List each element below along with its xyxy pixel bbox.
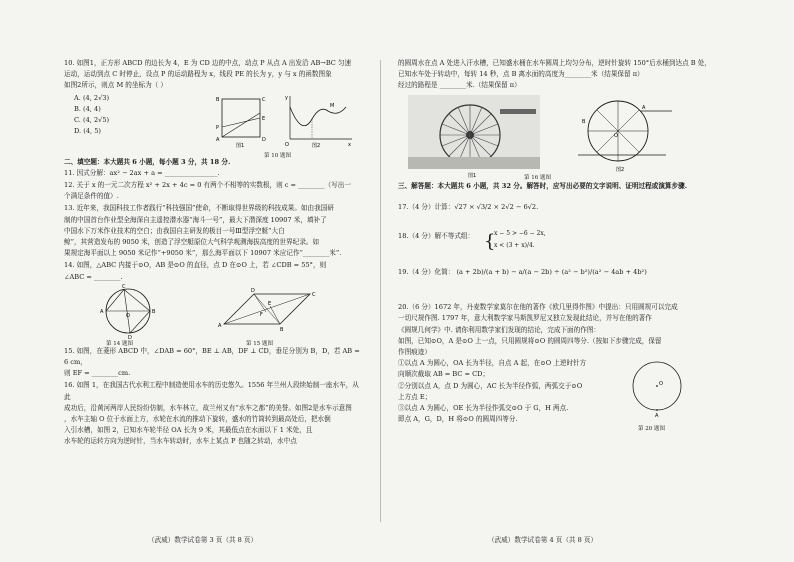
label-b: B bbox=[216, 96, 220, 103]
q16-figures bbox=[398, 93, 718, 179]
label-d: D bbox=[262, 136, 266, 143]
q14-q15-figures bbox=[64, 284, 364, 346]
fig16-1-label: 图1 bbox=[468, 172, 477, 179]
q15-line: 则 EF = ________cm. bbox=[64, 369, 131, 378]
q13-line: 果规定海平面以上 9050 米记作“+9050 米”，那么海平面以下 10907 米应记作“________米”. bbox=[64, 249, 342, 258]
label-a: A bbox=[216, 136, 220, 143]
q19-expression: (a + 2b)/(a + b) − a/(a − 2b) ÷ (a² − b²)/(a² − 4ab + 4b²) bbox=[456, 268, 647, 277]
label-a: A bbox=[100, 308, 104, 315]
question-11: 11. 因式分解：ax² − 2ax + a = ________________. bbox=[64, 168, 220, 177]
question-10 bbox=[64, 58, 364, 92]
label-c: C bbox=[312, 291, 316, 298]
label-o: O bbox=[285, 141, 289, 148]
q10-options-and-figures bbox=[64, 93, 364, 159]
fig1-label: 图1 bbox=[236, 142, 245, 149]
q13-line: 鲸”，其营造发布的 9050 米，创造了浮空艇原位大气科学观测海拔高度的世界纪录。如 bbox=[64, 238, 320, 247]
q16-figure-caption: 第 16 题图 bbox=[524, 174, 551, 181]
q13-line: 13. 近年来，我国科技工作者践行“科技强国”使命，不断取得世界级的科技成果。如由我国研 bbox=[64, 204, 334, 213]
label-f: F bbox=[260, 311, 263, 318]
q14-figure-caption: 第 14 题图 bbox=[106, 340, 133, 347]
q14-figure-circle bbox=[86, 283, 170, 341]
q20-line: 上方点 E； bbox=[398, 392, 432, 401]
q10-option-c: C. (4, 2√5) bbox=[74, 116, 110, 125]
q20-line: 一切尺规作图. 1797 年，意大利数学家马斯凯罗尼又独立发现此结论，并写在他的著作 bbox=[398, 314, 652, 323]
label-a: A bbox=[655, 413, 659, 420]
q12-line: 个满足条件的值）. bbox=[64, 192, 119, 201]
q12-line: 12. 关于 x 的一元二次方程 x² + 2x + 4c = 0 有两个不相等的实数根，则 c = ________（写出一 bbox=[64, 181, 351, 190]
brace-icon: { bbox=[484, 231, 496, 253]
label-o: O bbox=[659, 381, 663, 388]
page-footer-right: （武威）数学试卷第 4 页（共 8 页） bbox=[488, 536, 598, 544]
page-footer-left: （武威）数学试卷第 3 页（共 8 页） bbox=[148, 536, 258, 544]
q20-line: 即点 A，G，D，H 将⊙O 的圆周四等分. bbox=[398, 415, 518, 424]
q16c-line: 的圆周水在点 A 处进入汗水槽，已知盛水桶在水车圆周上均匀分布，逆时针旋转 150°后水桶到达点 B 处， bbox=[398, 59, 711, 67]
q13-line: 中国水下万米作业技术的空白；由我国自主研发的极目一号Ⅲ型浮空艇“大白 bbox=[64, 226, 285, 235]
section-2-heading: 二、填空题：本大题共 6 小题，每小题 3 分，共 18 分. bbox=[64, 157, 231, 166]
q20-line: 如图，已知⊙O，A 是⊙O 上一点，只用圆规将⊙O 的圆周四等分.（按如下步骤完成，保留 bbox=[398, 336, 662, 345]
label-b: B bbox=[152, 308, 156, 315]
label-b: B bbox=[582, 118, 586, 125]
question-13 bbox=[64, 203, 364, 259]
q10-option-a: A. (4, 2√3) bbox=[74, 93, 110, 102]
q16-line: ，水车主轴 O 位于水面上方，水轮在水流的推动下旋转，盛水的竹筒转到最高处后，把水倒 bbox=[64, 415, 331, 424]
label-d: D bbox=[128, 334, 132, 341]
label-a: A bbox=[218, 322, 222, 329]
label-a: A bbox=[642, 104, 646, 111]
label-c: C bbox=[122, 283, 126, 290]
q20-line: ③以点 A 为圆心，OE 长为半径作弧交⊙O 于 G，H 两点. bbox=[398, 404, 569, 413]
label-d: D bbox=[251, 287, 255, 294]
label-m: M bbox=[330, 102, 335, 109]
q20-line: 20.（6 分）1672 年，丹麦数学家莫尔在他的著作《欧几里得作图》中提出：只用圆规可以完成 bbox=[398, 303, 678, 312]
q10-line: 如图2所示，则点 M 的坐标为（ ） bbox=[64, 81, 167, 90]
q10-figure-caption: 第 10 题图 bbox=[264, 152, 291, 159]
q20-line: ①以点 A 为圆心，OA 长为半径，自点 A 起，在⊙O 上逆时针方 bbox=[398, 359, 587, 368]
section-3-heading: 三、解答题：本大题共 6 小题，共 32 分。解答时，应写出必要的文字说明、证明过程或演算步骤. bbox=[398, 181, 687, 190]
waterwheel-illustration bbox=[408, 95, 540, 179]
q20-line: ②分别以点 A，点 D 为圆心，AC 长为半径作弧，两弧交于⊙O bbox=[398, 381, 583, 390]
q16-line: 16. 如图 1，在我国古代水利工程中制造使用水车的历史悠久。1556 年兰州人段续始制一座水车，从此 bbox=[64, 381, 359, 401]
q10-option-d: D. (4, 5) bbox=[74, 127, 101, 136]
label-o: O bbox=[126, 312, 130, 319]
label-c: C bbox=[262, 96, 266, 103]
q15-line: 15. 如图，在菱形 ABCD 中，∠DAB = 60°，BE ⊥ AB，DF ⊥ CD，垂足分别为 B，D，若 AB = 6 cm， bbox=[64, 346, 360, 367]
label-b: B bbox=[280, 326, 284, 333]
label-x: x bbox=[348, 141, 351, 148]
q20-figure-caption: 第 20 题图 bbox=[638, 426, 665, 433]
q20-line: 向顺次截取 AB = BC = CD； bbox=[398, 370, 490, 379]
q10-line: 运动，运动到点 C 时停止，设点 P 的运动路程为 x，线段 PE 的长为 y，y 与 x 的函数图象 bbox=[64, 70, 332, 79]
q16c-line: 经过的路程是 ________米.（结果保留 π） bbox=[398, 81, 521, 90]
q15-figure-rhombus bbox=[214, 284, 324, 338]
q16c-line: 已知水车处于转动中，每转 14 秒，点 B 离水面的高度为________米（结果保留 π） bbox=[398, 70, 644, 79]
q18-intro: 18.（4 分）解不等式组： bbox=[398, 232, 475, 241]
fig2-label: 图2 bbox=[312, 142, 321, 149]
q16-line: 入引水槽，如图 2，已知水车轮半径 OA 长为 9 米，其最低点在水面以下 1 米处，且 bbox=[64, 426, 313, 435]
question-16 bbox=[64, 380, 364, 447]
label-o: O bbox=[614, 132, 618, 139]
q13-line: 制的中国首台作业型全海深自主遥控潜水器“海斗一号”，最大下潜深度 10907 米，填补了 bbox=[64, 215, 327, 224]
q16-line: 水车轮的运转方向为逆时针，当水车转动时，水车上某点 P 也随之转动，水中点 bbox=[64, 437, 297, 446]
label-p: P bbox=[216, 124, 220, 131]
q20-line: 《圆规几何学》中. 请你利用数学家们发现的结论，完成下面的作图： bbox=[398, 325, 601, 334]
question-14 bbox=[64, 260, 364, 282]
question-19 bbox=[398, 267, 718, 278]
q10-figure-1 bbox=[206, 93, 276, 149]
right-column bbox=[398, 58, 718, 522]
q20-line: 作图痕迹） bbox=[398, 348, 431, 357]
q10-line: 10. 如图1，正方形 ABCD 的边长为 4，E 为 CD 边的中点，动点 P 从点 A 出发沿 AB→BC 匀速 bbox=[64, 59, 352, 67]
column-divider bbox=[380, 60, 381, 522]
question-12 bbox=[64, 180, 364, 202]
label-e: E bbox=[262, 115, 266, 122]
label-e: E bbox=[268, 300, 272, 307]
q16-line: 成功后，沿黄河两岸人民纷纷仿制，水车林立，故兰州又有“水车之都”的美誉。如图2是水车示意图 bbox=[64, 403, 352, 412]
question-18 bbox=[398, 231, 718, 257]
question-16-continued bbox=[398, 58, 718, 92]
question-17: 17.（4 分）计算：√27 × √3/2 × 2√2 − 6√2. bbox=[398, 202, 539, 211]
waterwheel-diagram bbox=[568, 93, 678, 173]
label-y: y bbox=[285, 94, 288, 101]
q10-figure-2 bbox=[282, 93, 356, 149]
q14-line: 14. 如图，△ABC 内接于⊙O，AB 是⊙O 的直径，点 D 在⊙O 上，若 ∠CDB = 55°，则 bbox=[64, 261, 327, 270]
q10-option-b: B. (4, 4) bbox=[74, 104, 101, 113]
question-20 bbox=[398, 302, 718, 433]
q14-line: ∠ABC = ________. bbox=[64, 272, 123, 281]
q15-figure-caption: 第 15 题图 bbox=[246, 340, 273, 347]
q18-inequality-2: x < (3 + x)/4. bbox=[494, 242, 535, 250]
fig16-2-label: 图2 bbox=[616, 166, 625, 173]
left-column bbox=[64, 58, 364, 522]
question-15 bbox=[64, 346, 364, 380]
q20-figure-circle bbox=[622, 358, 692, 422]
q19-intro: 19.（4 分）化简： bbox=[398, 268, 455, 277]
q18-inequality-1: x − 5 > −6 − 2x, bbox=[494, 230, 546, 238]
